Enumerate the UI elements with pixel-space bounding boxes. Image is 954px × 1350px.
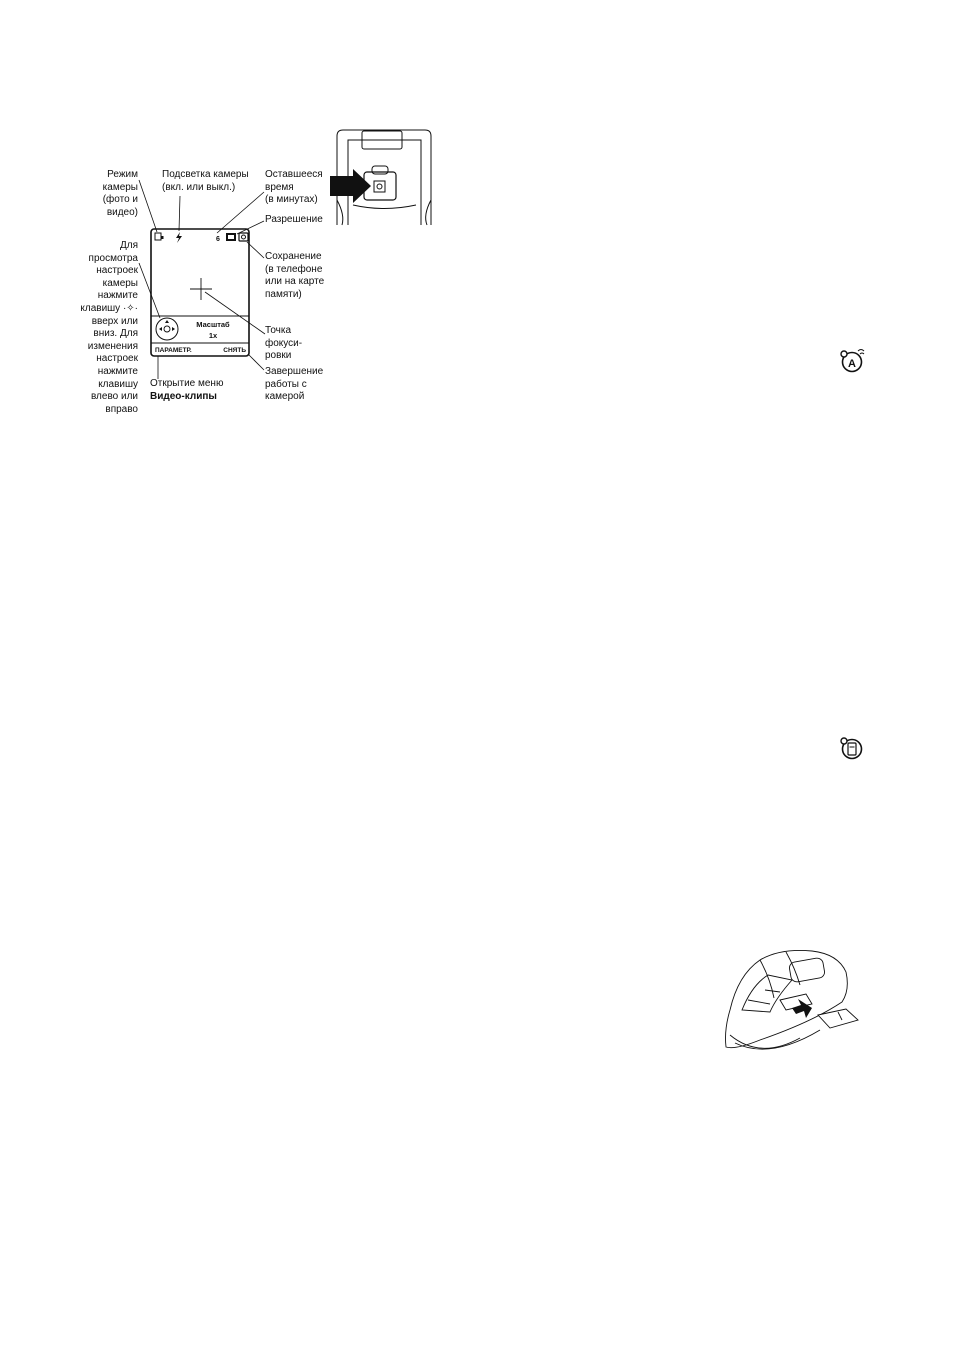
storage-line: (в телефоне [265, 263, 323, 275]
nav-instructions-line: вправо [105, 403, 138, 415]
nav-instructions-line: нажмите [97, 290, 138, 302]
nav-instructions-line: клавишу ·✧· [80, 302, 138, 314]
camera-mode-line: камеры [102, 181, 138, 193]
camera-mode-line: видео) [106, 206, 138, 218]
remaining-time-line: (в минутах) [265, 194, 318, 206]
nav-instructions-line: влево или [90, 391, 138, 403]
exit-camera-label [265, 366, 323, 404]
storage-label [265, 251, 324, 301]
camera-light-line: Подсветка камеры [162, 169, 249, 180]
storage-line: или на карте [265, 276, 325, 288]
focus-point-label [265, 325, 302, 363]
nav-instructions-line: Для [119, 240, 138, 251]
focus-point-line: фокуси- [265, 337, 303, 349]
resolution-label: Разрешение [265, 214, 323, 225]
focus-point-line: Точка [265, 325, 292, 336]
exit-camera-line: Завершение [265, 366, 324, 377]
remaining-time-line: Оставшееся [265, 169, 323, 180]
svg-text:A: A [848, 358, 856, 370]
nav-instructions-line: изменения [87, 340, 138, 352]
zoom-label: Масштаб [196, 320, 230, 329]
storage-line: Сохранение [265, 251, 322, 262]
remaining-time-line: время [265, 181, 294, 193]
nav-instructions-line: нажмите [97, 365, 138, 377]
nav-instructions-line: камеры [102, 277, 138, 289]
open-menu-label: Открытие меню Видео-клипы [150, 378, 224, 402]
camera-light-line: (вкл. или выкл.) [162, 181, 236, 193]
storage-line: памяти) [265, 288, 302, 300]
nav-instructions-line: настроек [96, 353, 138, 365]
exit-camera-line: работы с [265, 378, 307, 390]
remaining-time-label [265, 169, 323, 207]
nav-instructions-line: вверх или [91, 315, 138, 327]
nav-instructions-line: просмотра [88, 252, 138, 264]
remaining-time-value: 6 [216, 236, 220, 243]
menu-name: Видео-клипы [150, 390, 217, 402]
camera-mode-line: Режим [107, 169, 138, 180]
left-softkey: ПАРАМЕТР. [155, 347, 192, 354]
camera-light-label [162, 169, 249, 194]
focus-point-line: ровки [265, 350, 292, 362]
camera-mode-label [88, 169, 138, 219]
nav-instructions-line: клавишу [98, 378, 138, 390]
right-softkey: СНЯТЬ [223, 347, 246, 354]
exit-camera-line: камерой [265, 391, 305, 403]
camera-mode-line: (фото и [102, 194, 138, 206]
zoom-value: 1x [208, 331, 218, 340]
nav-instructions-line: настроек [96, 265, 138, 277]
nav-instructions-line: вниз. Для [93, 328, 138, 340]
nav-instructions-label [70, 240, 138, 416]
